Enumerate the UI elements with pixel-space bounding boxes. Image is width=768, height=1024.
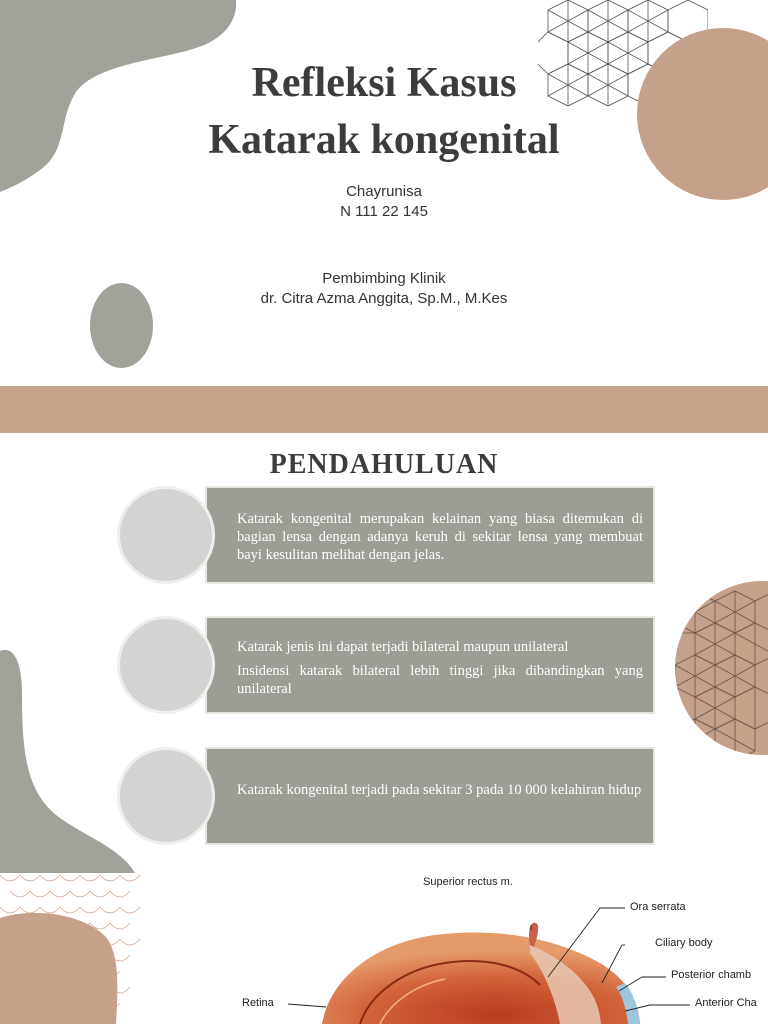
label-retina: Retina — [242, 997, 274, 1009]
info-card-1 — [205, 486, 655, 584]
title-slide — [0, 0, 768, 386]
section-heading: PENDAHULUAN — [269, 449, 499, 480]
info-card-text — [237, 781, 643, 805]
label-posterior-chamber: Posterior chamb — [671, 969, 752, 981]
decorative-pebble — [90, 283, 153, 368]
label-superior-rectus: Superior rectus m. — [423, 876, 513, 888]
info-card-text — [237, 510, 643, 570]
info-card-paragraph: Katarak kongenital merupakan kelainan yang biasa ditemukan di bagian lensa dengan adanya keruh di sekitar lensa yang membuat bayi kesulitan melihat dengan jelas. — [237, 511, 643, 563]
info-card-2 — [205, 616, 655, 714]
info-card-paragraph: Katarak kongenital terjadi pada sekitar 3 pada 10 000 kelahiran hidup — [237, 782, 642, 798]
slide-divider-band — [0, 386, 768, 433]
info-bubble-3 — [117, 747, 215, 845]
info-bubble-1 — [117, 486, 215, 584]
info-card-paragraph: Katarak jenis ini dapat terjadi bilateral maupun unilateral — [237, 639, 569, 655]
label-anterior-chamber: Anterior Cha — [695, 997, 757, 1009]
label-ora-serrata: Ora serrata — [630, 901, 686, 913]
info-bubble-2 — [117, 616, 215, 714]
patterned-circle — [675, 581, 768, 755]
presentation-title-line1: Refleksi Kasus — [251, 60, 517, 106]
info-card-paragraph: Insidensi katarak bilateral lebih tinggi jika dibandingkan yang unilateral — [237, 663, 643, 697]
label-ciliary-body: Ciliary body — [655, 937, 713, 949]
info-card-3 — [205, 747, 655, 845]
author-id: N 111 22 145 — [340, 203, 428, 220]
info-card-text — [237, 638, 643, 704]
author-name: Chayrunisa — [346, 183, 422, 200]
eye-anatomy-diagram — [230, 873, 768, 1024]
supervisor-role: Pembimbing Klinik — [322, 270, 446, 287]
supervisor-name: dr. Citra Azma Anggita, Sp.M., M.Kes — [260, 290, 508, 307]
decorative-blob-bottom-left — [0, 908, 120, 1024]
presentation-title-line2: Katarak kongenital — [208, 117, 560, 163]
intro-slide — [0, 433, 768, 1024]
